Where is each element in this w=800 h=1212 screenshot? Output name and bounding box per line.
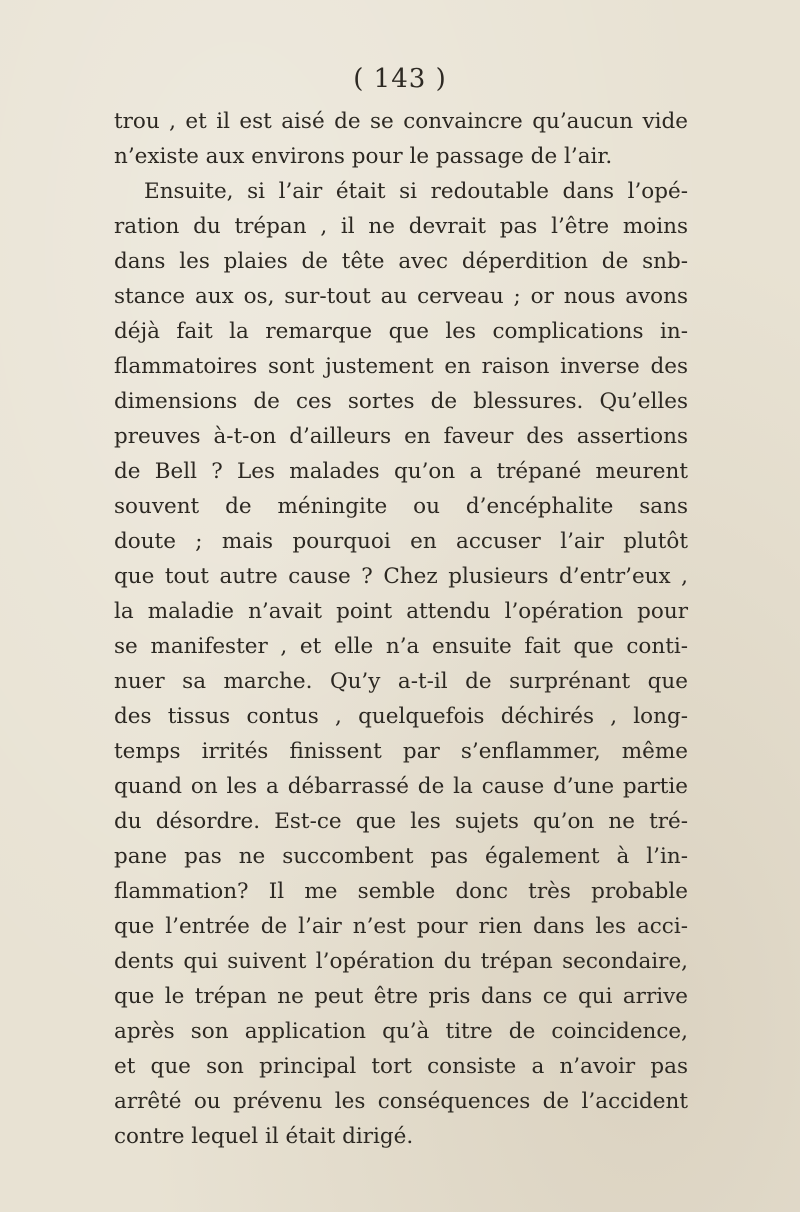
- text-line: se manifester , et elle n’a ensuite fait que conti-: [114, 634, 688, 659]
- text-line: et que son principal tort consiste a n’avoir pas: [114, 1054, 688, 1079]
- text-line: dans les plaies de tête avec déperdition de snb-: [114, 249, 688, 274]
- text-line: souvent de méningite ou d’encéphalite sans: [114, 494, 688, 519]
- page-number: ( 143 ): [353, 64, 447, 94]
- text-line: du désordre. Est-ce que les sujets qu’on ne tré-: [114, 809, 688, 834]
- text-line: nuer sa marche. Qu’y a-t-il de surprénant que: [114, 669, 688, 694]
- text-line: flammation? Il me semble donc très probable: [114, 879, 688, 904]
- text-line: la maladie n’avait point attendu l’opération pour: [114, 599, 688, 624]
- text-line: que tout autre cause ? Chez plusieurs d’entr’eux ,: [114, 564, 688, 589]
- text-line: quand on les a débarrassé de la cause d’une partie: [114, 774, 688, 799]
- text-line: pane pas ne succombent pas également à l’in-: [114, 844, 688, 869]
- text-line: après son application qu’à titre de coincidence,: [114, 1019, 688, 1044]
- body-text: [114, 104, 688, 1154]
- text-line: temps irrités finissent par s’enflammer, même: [114, 739, 688, 764]
- text-line: flammatoires sont justement en raison inverse des: [114, 354, 688, 379]
- text-line: des tissus contus , quelquefois déchirés , long-: [114, 704, 688, 729]
- text-line: de Bell ? Les malades qu’on a trépané meurent: [114, 459, 688, 484]
- text-line: que l’entrée de l’air n’est pour rien dans les acci-: [114, 914, 688, 939]
- text-line: arrêté ou prévenu les conséquences de l’accident: [114, 1089, 688, 1114]
- text-line: dents qui suivent l’opération du trépan secondaire,: [114, 949, 688, 974]
- text-line: déjà fait la remarque que les complications in-: [114, 319, 688, 344]
- text-line: n’existe aux environs pour le passage de l’air.: [114, 144, 613, 169]
- text-line: preuves à-t-on d’ailleurs en faveur des assertions: [114, 424, 688, 449]
- text-line: dimensions de ces sortes de blessures. Qu’elles: [114, 389, 688, 414]
- text-line: que le trépan ne peut être pris dans ce qui arrive: [114, 984, 688, 1009]
- text-line: Ensuite, si l’air était si redoutable dans l’opé-: [144, 179, 688, 204]
- text-line: trou , et il est aisé de se convaincre qu’aucun vide: [114, 109, 688, 134]
- text-line: doute ; mais pourquoi en accuser l’air plutôt: [114, 529, 688, 554]
- text-line: ration du trépan , il ne devrait pas l’être moins: [114, 214, 688, 239]
- text-line: stance aux os, sur-tout au cerveau ; or nous avons: [114, 284, 688, 309]
- text-line-last: contre lequel il était dirigé.: [114, 1124, 414, 1149]
